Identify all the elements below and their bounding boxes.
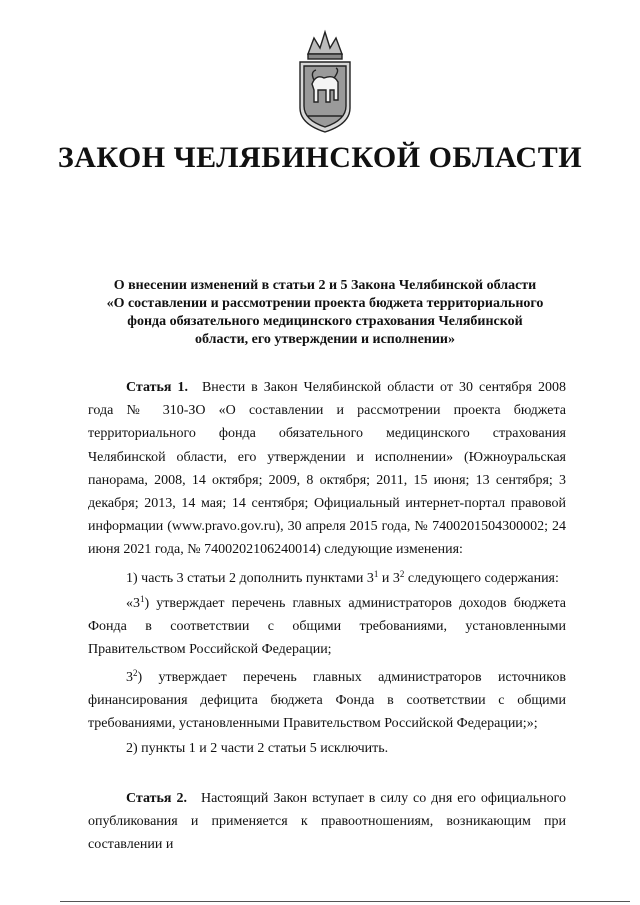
item-1-1-text-a: «3	[126, 596, 140, 611]
page-edge-line	[60, 901, 630, 902]
coat-of-arms-emblem	[294, 24, 356, 138]
item-1-sup-1: 1	[373, 569, 379, 579]
item-1-1-paragraph	[88, 592, 566, 662]
item-1-2-text-a: 3	[126, 670, 133, 685]
item-1-paragraph	[88, 567, 566, 590]
article-1-paragraph	[88, 376, 566, 562]
law-subtitle: О внесении изменений в статьи 2 и 5 Закона Челябинской области «О составлении и рассмотрении проекта бюджета территориального фонда обязательного медицинского страхования Челябинской области, его утверждении и исполнении»	[106, 278, 544, 347]
item-1-text-c: следующего содержания:	[404, 571, 559, 586]
item-1-text-a: 1) часть 3 статьи 2 дополнить пунктами 3	[126, 571, 374, 586]
item-1-2-sup: 2	[133, 668, 138, 678]
article-2-paragraph	[88, 787, 566, 857]
article-2-text: Настоящий Закон вступает в силу со дня его официального опубликования и применяется к правоотношениям, возникающим при составлении и	[88, 791, 566, 853]
article-2-label: Статья 2.	[126, 791, 187, 806]
item-1-2-text-b: ) утверждает перечень главных администраторов источников финансирования дефицита бюджета Фонда в соответствии с общими требованиями, установленными Правительством Российской Федерации;»;	[88, 670, 566, 732]
law-title: ЗАКОН ЧЕЛЯБИНСКОЙ ОБЛАСТИ	[57, 141, 583, 174]
article-1-text: Внести в Закон Челябинской области от 30 сентября 2008 года № 310-ЗО «О составлении и рассмотрении проекта бюджета территориального фонда обязательного медицинского страхования Челябинской области, его утверждении и исполнении» (Южноуральская панорама, 2008, 14 октября; 2009, 8 октября; 2011, 15 июня; 13 сентября; 3 декабря; 2013, 14 мая; 14 сентября; Официальный интернет-портал правовой информации (www.pravo.gov.ru), 30 апреля 2015 года, № 7400201504300002; 24 июня 2021 года, № 7400202106240014) следующие изменения:	[88, 380, 566, 558]
item-1-1-text-b: ) утверждает перечень главных администраторов доходов бюджета Фонда в соответствии с общими требованиями, установленными Правительством Российской Федерации;	[88, 596, 566, 658]
item-1-1-sup: 1	[140, 594, 145, 604]
item-2-paragraph: 2) пункты 1 и 2 части 2 статьи 5 исключить.	[126, 741, 389, 756]
item-1-sup-2: 2	[399, 569, 405, 579]
article-1-label: Статья 1.	[126, 380, 188, 395]
item-1-text-b: и 3	[378, 571, 400, 586]
item-1-2-paragraph	[88, 666, 566, 736]
